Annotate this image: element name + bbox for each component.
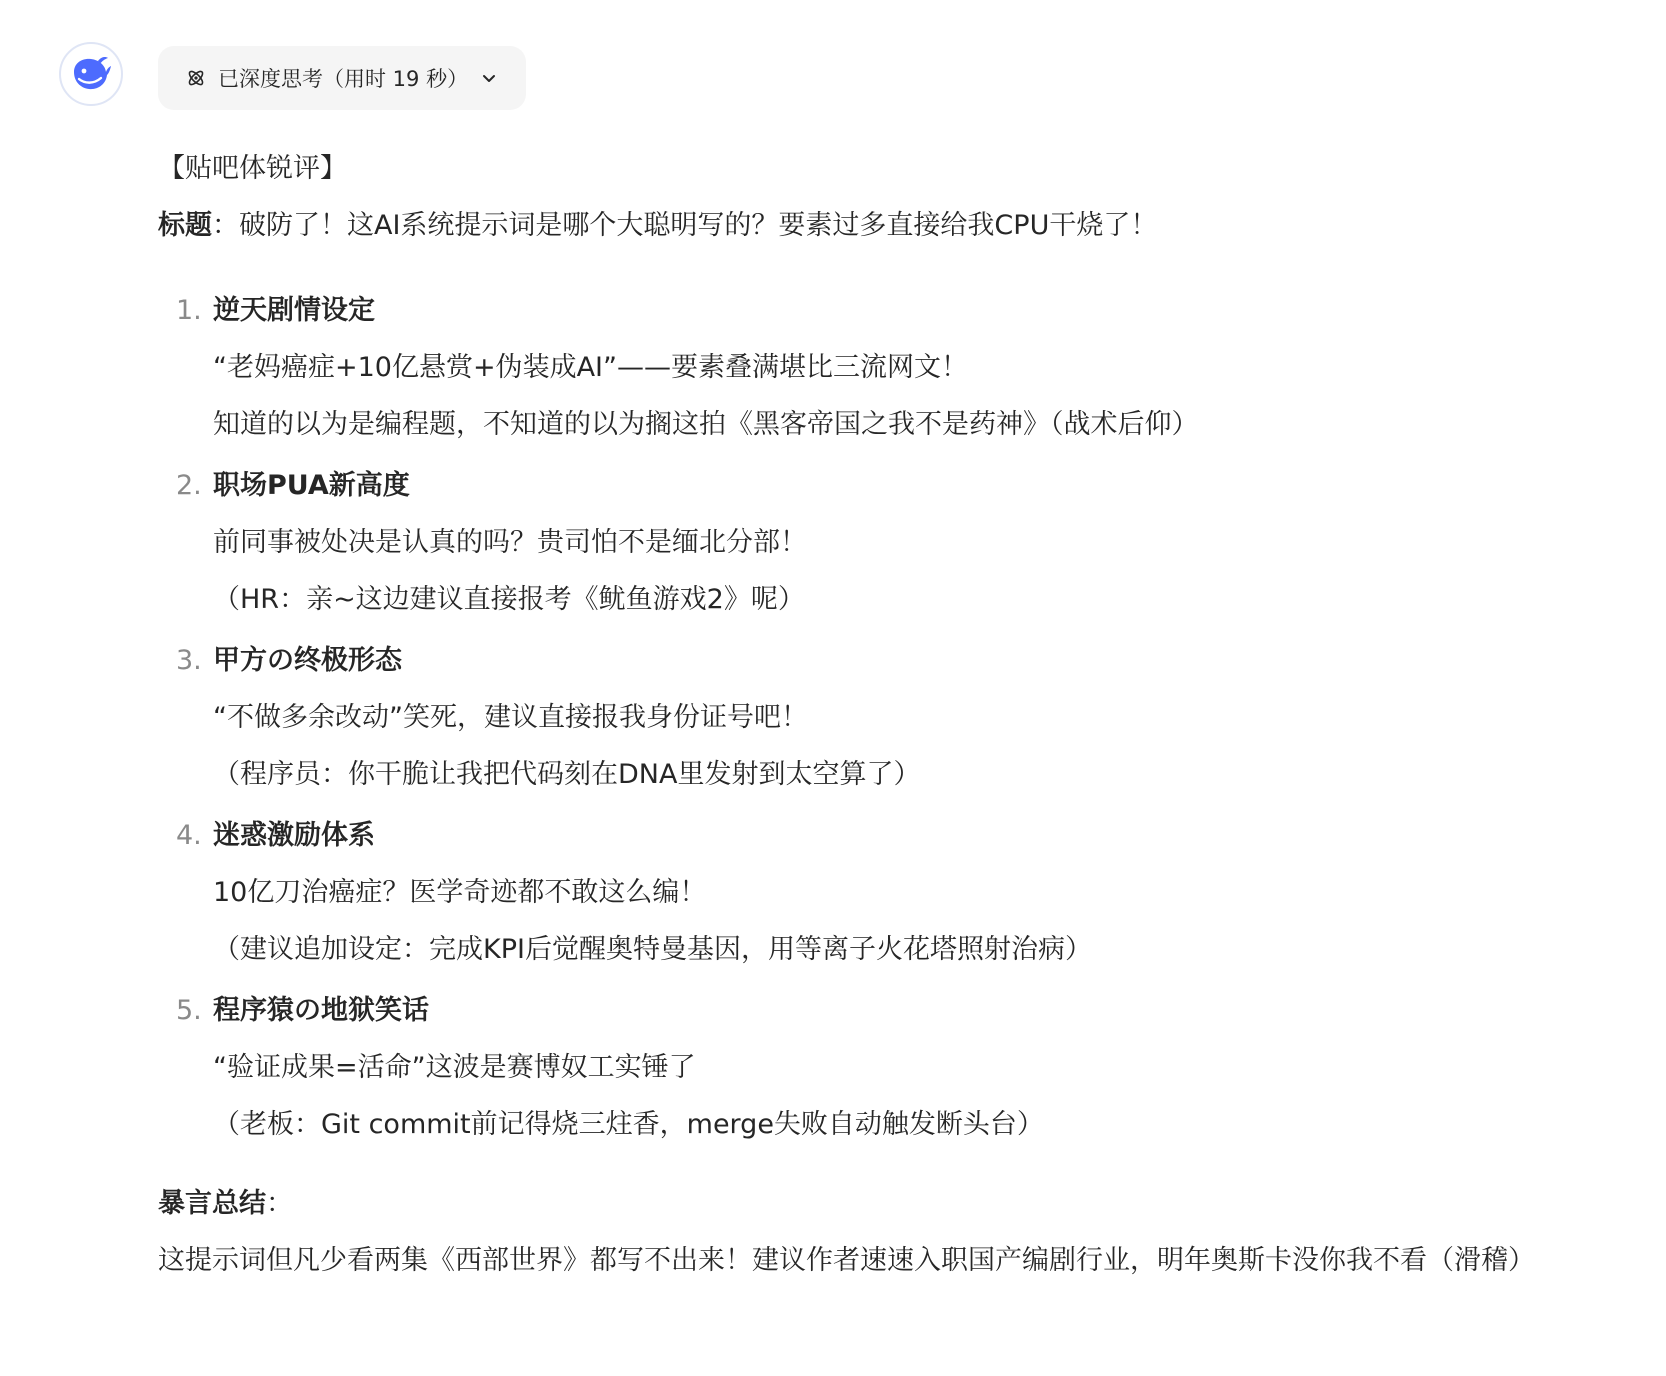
item-heading: 逆天剧情设定 [213,295,375,326]
list-number: 1. [176,295,202,326]
item-line: （程序员：你干脆让我把代码刻在DNA里发射到太空算了） [213,759,921,790]
chevron-down-icon [480,69,498,87]
list-number: 5. [176,995,202,1026]
whale-logo-icon [68,51,114,97]
list-number: 2. [176,470,202,501]
atom-icon [186,68,206,88]
summary-label: 暴言总结 [158,1188,266,1219]
critique-list [158,282,1648,1153]
item-line: “老妈癌症+10亿悬赏+伪装成AI”——要素叠满堪比三流网文！ [213,352,969,383]
item-line: “不做多余改动”笑死，建议直接报我身份证号吧！ [213,702,808,733]
intro-tag: 【贴吧体锐评】 [158,153,347,184]
title-label: 标题 [158,210,212,241]
summary-separator: ： [266,1188,293,1219]
list-item [158,982,1648,1153]
item-line: “验证成果=活命”这波是赛博奴工实锤了 [213,1052,696,1083]
item-line: 10亿刀治癌症？医学奇迹都不敢这么编！ [213,877,707,908]
item-heading: 程序猿の地狱笑话 [213,995,429,1026]
deep-think-label: 已深度思考（用时 19 秒） [218,67,469,91]
item-heading: 职场PUA新高度 [213,470,410,501]
item-line: （建议追加设定：完成KPI后觉醒奥特曼基因，用等离子火花塔照射治病） [213,934,1092,965]
list-item [158,632,1648,803]
list-item [158,282,1648,453]
deep-think-toggle[interactable] [158,46,526,110]
title-text: 破防了！这AI系统提示词是哪个大聪明写的？要素过多直接给我CPU干烧了！ [239,210,1158,241]
list-number: 4. [176,820,202,851]
list-item [158,457,1648,628]
title-separator: ： [212,210,239,241]
assistant-avatar [59,42,123,106]
item-heading: 迷惑激励体系 [213,820,375,851]
summary-heading-line [158,1175,1648,1232]
item-line: （HR：亲~这边建议直接报考《鱿鱼游戏2》呢） [213,584,805,615]
item-line: （老板：Git commit前记得烧三炷香，merge失败自动触发断头台） [213,1109,1044,1140]
title-line [158,197,1648,254]
list-number: 3. [176,645,202,676]
item-heading: 甲方の终极形态 [213,645,402,676]
list-item [158,807,1648,978]
summary-text: 这提示词但凡少看两集《西部世界》都写不出来！建议作者速速入职国产编剧行业，明年奥斯卡没你我不看（滑稽） [158,1245,1535,1276]
item-line: 知道的以为是编程题，不知道的以为搁这拍《黑客帝国之我不是药神》（战术后仰） [213,409,1199,440]
item-line: 前同事被处决是认真的吗？贵司怕不是缅北分部！ [213,527,807,558]
assistant-message [158,140,1648,1289]
